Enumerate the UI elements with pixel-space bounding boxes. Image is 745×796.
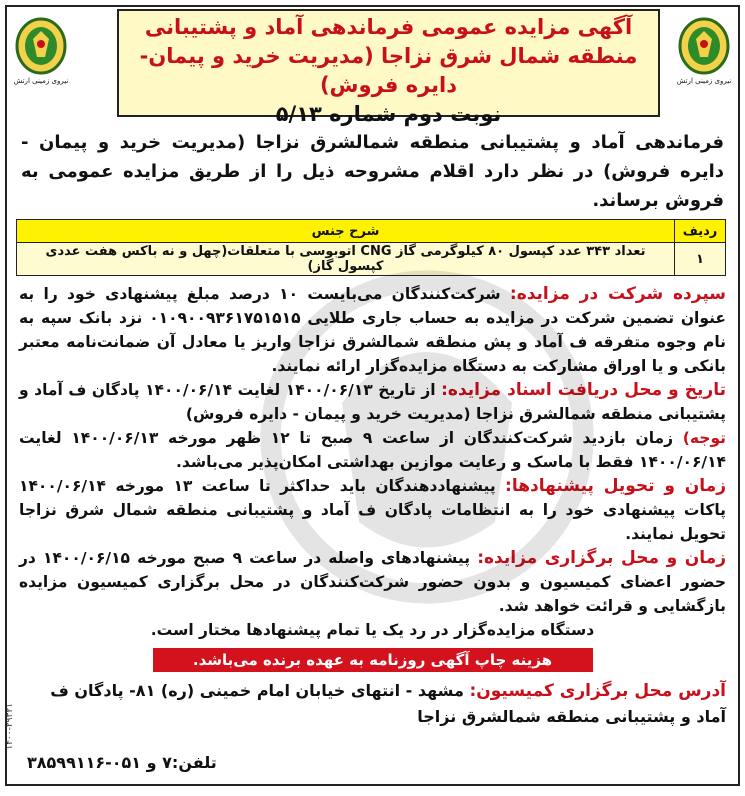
delivery-text: پیشنهاددهندگان باید حداکثر تا ساعت ۱۳ مورخه ۱۴۰۰/۰۶/۱۴ پاکات پیشنهادی خود را به انتظامات پادگان ف آماد و پشتیبانی منطقه شمال شرق نزاجا تحویل نمایند. bbox=[19, 477, 726, 543]
notice-number: نوبت دوم شماره ۵/۱۳ bbox=[275, 102, 502, 126]
notice-body bbox=[7, 276, 738, 642]
table-row bbox=[17, 243, 726, 276]
column-header-description: شرح جنس bbox=[17, 220, 675, 243]
margin-reference-number: ۱۴۰۰-۲۹۳۲۱ bbox=[5, 703, 15, 750]
documents-section bbox=[19, 378, 726, 426]
delivery-section bbox=[19, 474, 726, 546]
holding-section bbox=[19, 546, 726, 618]
table-cell-row-number: ۱ bbox=[675, 243, 726, 276]
intro-paragraph: فرماندهی آماد و پشتیبانی منطقه شمالشرق نزاجا (مدیریت خرید و پیمان - دایره فروش) در نظر دارد اقلام مشروحه ذیل را از طریق مزایده عمومی به فروش برساند. bbox=[21, 132, 724, 211]
holding-label: زمان و محل برگزاری مزایده: bbox=[477, 548, 726, 568]
print-cost-banner: هزینه چاپ آگهی روزنامه به عهده برنده می‌باشد. bbox=[153, 648, 593, 672]
documents-label: تاریخ و محل دریافت اسناد مزایده: bbox=[441, 380, 726, 400]
notice-title: آگهی مزایده عمومی فرماندهی آماد و پشتیبانی bbox=[144, 15, 633, 39]
note-label: توجه) bbox=[682, 429, 726, 447]
note-text: زمان بازدید شرکت‌کنندگان از ساعت ۹ صبح تا ۱۲ ظهر مورخه ۱۴۰۰/۰۶/۱۳ لغایت ۱۴۰۰/۰۶/۱۴ فقط با ماسک و رعایت موازین بهداشتی امکان‌پذیر می‌باشد. bbox=[19, 429, 726, 471]
table-header-row bbox=[17, 220, 726, 243]
address-section bbox=[7, 676, 738, 729]
note-section bbox=[19, 426, 726, 474]
address-label: آدرس محل برگزاری کمیسیون: bbox=[469, 681, 726, 701]
delivery-label: زمان و تحویل پیشنهادها: bbox=[505, 476, 726, 496]
items-table bbox=[16, 219, 726, 276]
documents-text: از تاریخ ۱۴۰۰/۰۶/۱۳ لغایت ۱۴۰۰/۰۶/۱۴ پادگان ف آماد و پشتیبانی منطقه شمالشرق نزاجا (مدیریت خرید و پیمان - دایره فروش) bbox=[19, 381, 726, 423]
army-emblem-icon bbox=[678, 17, 730, 75]
emblem-caption: نیروی زمینی ارتش bbox=[13, 77, 69, 85]
notice-page bbox=[5, 5, 740, 786]
notice-header bbox=[7, 7, 738, 126]
address-text: مشهد - انتهای خیابان امام خمینی (ره) ۸۱- پادگان ف آماد و پشتیبانی منطقه شمالشرق نزاجا bbox=[50, 681, 726, 726]
authority-text: دستگاه مزایده‌گزار در رد یک یا تمام پیشنهادها مختار است. bbox=[150, 621, 595, 639]
deposit-label: سپرده شرکت در مزایده: bbox=[509, 284, 726, 304]
phone-number: تلفن:۷ و ۰۵۱-۳۸۵۹۹۱۱۶ bbox=[27, 753, 217, 772]
table-cell-description: تعداد ۳۴۳ عدد کپسول ۸۰ کیلوگرمی گاز CNG اتوبوسی با متعلقات(چهل و نه باکس هفت عددی کپسول گاز) bbox=[17, 243, 675, 276]
army-emblem-icon bbox=[15, 17, 67, 75]
emblem-caption: نیروی زمینی ارتش bbox=[676, 77, 732, 85]
notice-subtitle: منطقه شمال شرق نزاجا (مدیریت خرید و پیمان- دایره فروش) bbox=[139, 44, 638, 97]
deposit-text: شرکت‌کنندگان می‌بایست ۱۰ درصد مبلغ پیشنهادی خود را به عنوان تضمین شرکت در مزایده به حساب جاری طلایی ۰۱۰۹۰۰۹۳۶۱۷۵۱۵۱۵ نزد بانک سپه به نام وجوه متفرقه ف آماد و پش منطقه شمالشرق نزاجا واریز یا معادل آن ضمانت‌نامه معتبر بانکی و یا اوراق مشارکت به دستگاه مزایده‌گزار ارائه نمایند. bbox=[19, 285, 726, 375]
column-header-row-number: ردیف bbox=[675, 220, 726, 243]
title-box bbox=[117, 9, 660, 126]
deposit-section bbox=[19, 282, 726, 378]
holding-text: پیشنهادهای واصله در ساعت ۹ صبح مورخه ۱۴۰۰/۰۶/۱۵ در حضور اعضای کمیسیون و بدون حضور شرکت‌کنندگان در محل برگزاری کمیسیون مزایده بازگشایی و قرائت خواهد شد. bbox=[19, 549, 726, 615]
